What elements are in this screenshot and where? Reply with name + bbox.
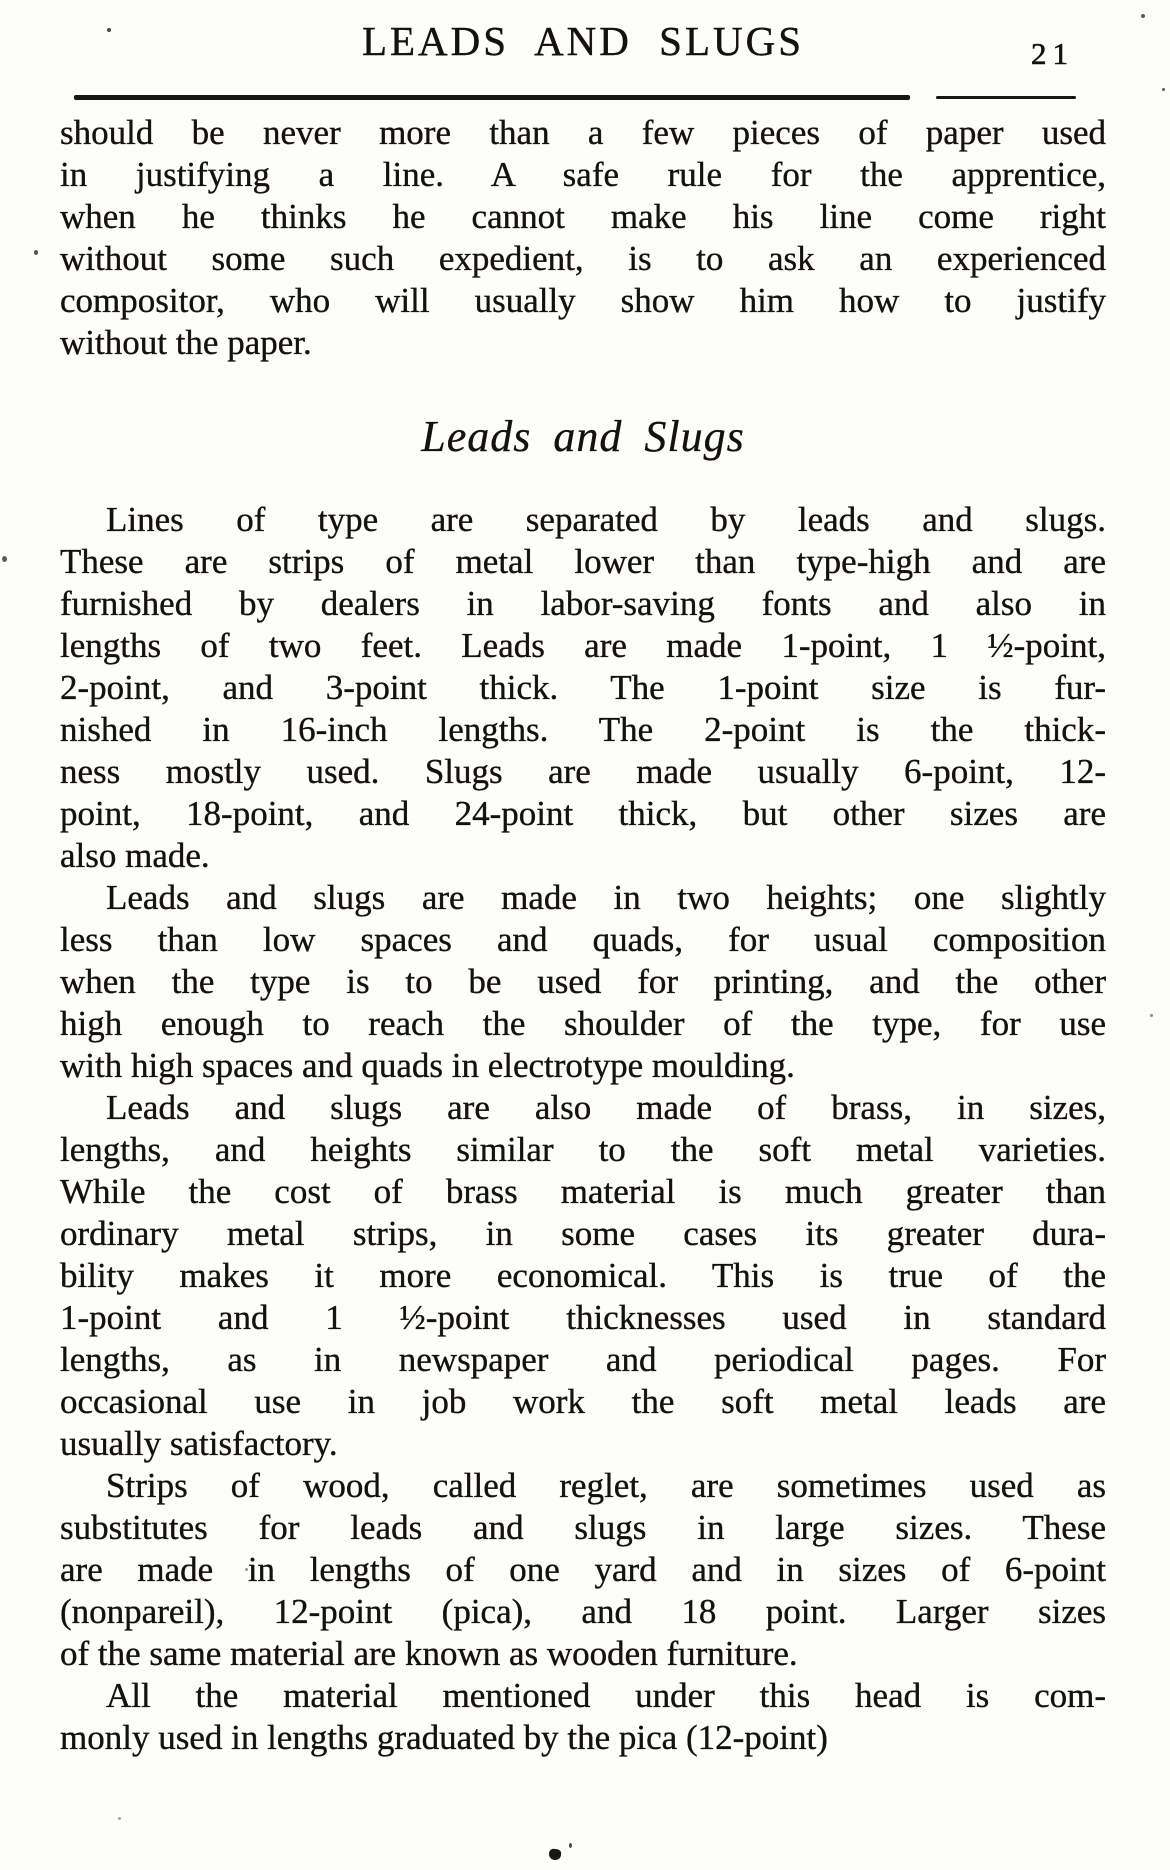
- text-line: when he thinks he cannot make his line come right: [60, 197, 1106, 236]
- head-rule: [60, 95, 1106, 100]
- running-head: [60, 14, 1106, 74]
- ink-speck: [118, 1817, 121, 1820]
- text-line: (nonpareil), 12-point (pica), and 18 point. Larger sizes: [60, 1592, 1106, 1631]
- text-line: While the cost of brass material is much greater than: [60, 1172, 1106, 1211]
- paragraph: [60, 1465, 1106, 1675]
- text-line: bility makes it more economical. This is true of the: [60, 1256, 1106, 1295]
- paragraph: [60, 1675, 1106, 1759]
- text-line: less than low spaces and quads, for usual composition: [60, 920, 1106, 959]
- text-line: with high spaces and quads in electrotype moulding.: [60, 1046, 795, 1085]
- text-line: ness mostly used. Slugs are made usually 6-point, 12-: [60, 752, 1106, 791]
- text-line: Strips of wood, called reglet, are sometimes used as: [106, 1466, 1106, 1505]
- text-line: lengths of two feet. Leads are made 1-point, 1 ½-point,: [60, 626, 1106, 665]
- ink-blob-mark: [548, 1848, 561, 1861]
- text-line: also made.: [60, 836, 210, 875]
- text-line: nished in 16-inch lengths. The 2-point is the thick-: [60, 710, 1106, 749]
- text-line: without the paper.: [60, 323, 312, 362]
- paragraph: [60, 112, 1106, 364]
- text-line: are made in lengths of one yard and in sizes of 6-point: [60, 1550, 1106, 1589]
- head-rule-segment-left: [74, 95, 910, 100]
- section-heading: Leads and Slugs: [421, 412, 745, 461]
- text-line: furnished by dealers in labor-saving fonts and also in: [60, 584, 1106, 623]
- ink-speck: [2, 556, 7, 562]
- text-line: These are strips of metal lower than type-high and are: [60, 542, 1106, 581]
- text-line: Leads and slugs are also made of brass, in sizes,: [106, 1088, 1106, 1127]
- text-line: Leads and slugs are made in two heights; one slightly: [106, 878, 1106, 917]
- text-line: occasional use in job work the soft metal leads are: [60, 1382, 1106, 1421]
- text-line: Lines of type are separated by leads and slugs.: [106, 500, 1106, 539]
- text-line: high enough to reach the shoulder of the type, for use: [60, 1004, 1106, 1043]
- text-line: when the type is to be used for printing, and the other: [60, 962, 1106, 1001]
- ink-speck: [569, 1843, 572, 1848]
- head-rule-segment-right: [936, 96, 1076, 100]
- ink-speck: [34, 250, 38, 255]
- page-body: [60, 112, 1106, 1759]
- text-line: All the material mentioned under this head is com-: [106, 1676, 1106, 1715]
- text-line: ordinary metal strips, in some cases its greater dura-: [60, 1214, 1106, 1253]
- paragraph: [60, 499, 1106, 877]
- paragraph: [60, 877, 1106, 1087]
- ink-speck: [1162, 88, 1165, 91]
- ink-speck: [245, 1568, 248, 1571]
- text-line: in justifying a line. A safe rule for the apprentice,: [60, 155, 1106, 194]
- text-line: usually satisfactory.: [60, 1424, 338, 1463]
- text-line: lengths, and heights similar to the soft metal varieties.: [60, 1130, 1106, 1169]
- text-line: monly used in lengths graduated by the pica (12-point): [60, 1718, 828, 1757]
- text-line: compositor, who will usually show him how to justify: [60, 281, 1106, 320]
- ink-speck: [1141, 14, 1145, 18]
- text-line: should be never more than a few pieces of paper used: [60, 113, 1106, 152]
- ink-speck: [1150, 1014, 1153, 1017]
- text-line: 2-point, and 3-point thick. The 1-point size is fur-: [60, 668, 1106, 707]
- text-line: lengths, as in newspaper and periodical pages. For: [60, 1340, 1106, 1379]
- text-line: of the same material are known as wooden furniture.: [60, 1634, 798, 1673]
- running-head-title: LEADS AND SLUGS: [361, 18, 805, 64]
- ink-speck: [107, 28, 111, 32]
- text-line: point, 18-point, and 24-point thick, but other sizes are: [60, 794, 1106, 833]
- text-line: substitutes for leads and slugs in large sizes. These: [60, 1508, 1106, 1547]
- paragraph: [60, 1087, 1106, 1465]
- text-line: 1-point and 1 ½-point thicknesses used in standard: [60, 1298, 1106, 1337]
- text-line: without some such expedient, is to ask an experienced: [60, 239, 1106, 278]
- page-number: 21: [1031, 36, 1074, 71]
